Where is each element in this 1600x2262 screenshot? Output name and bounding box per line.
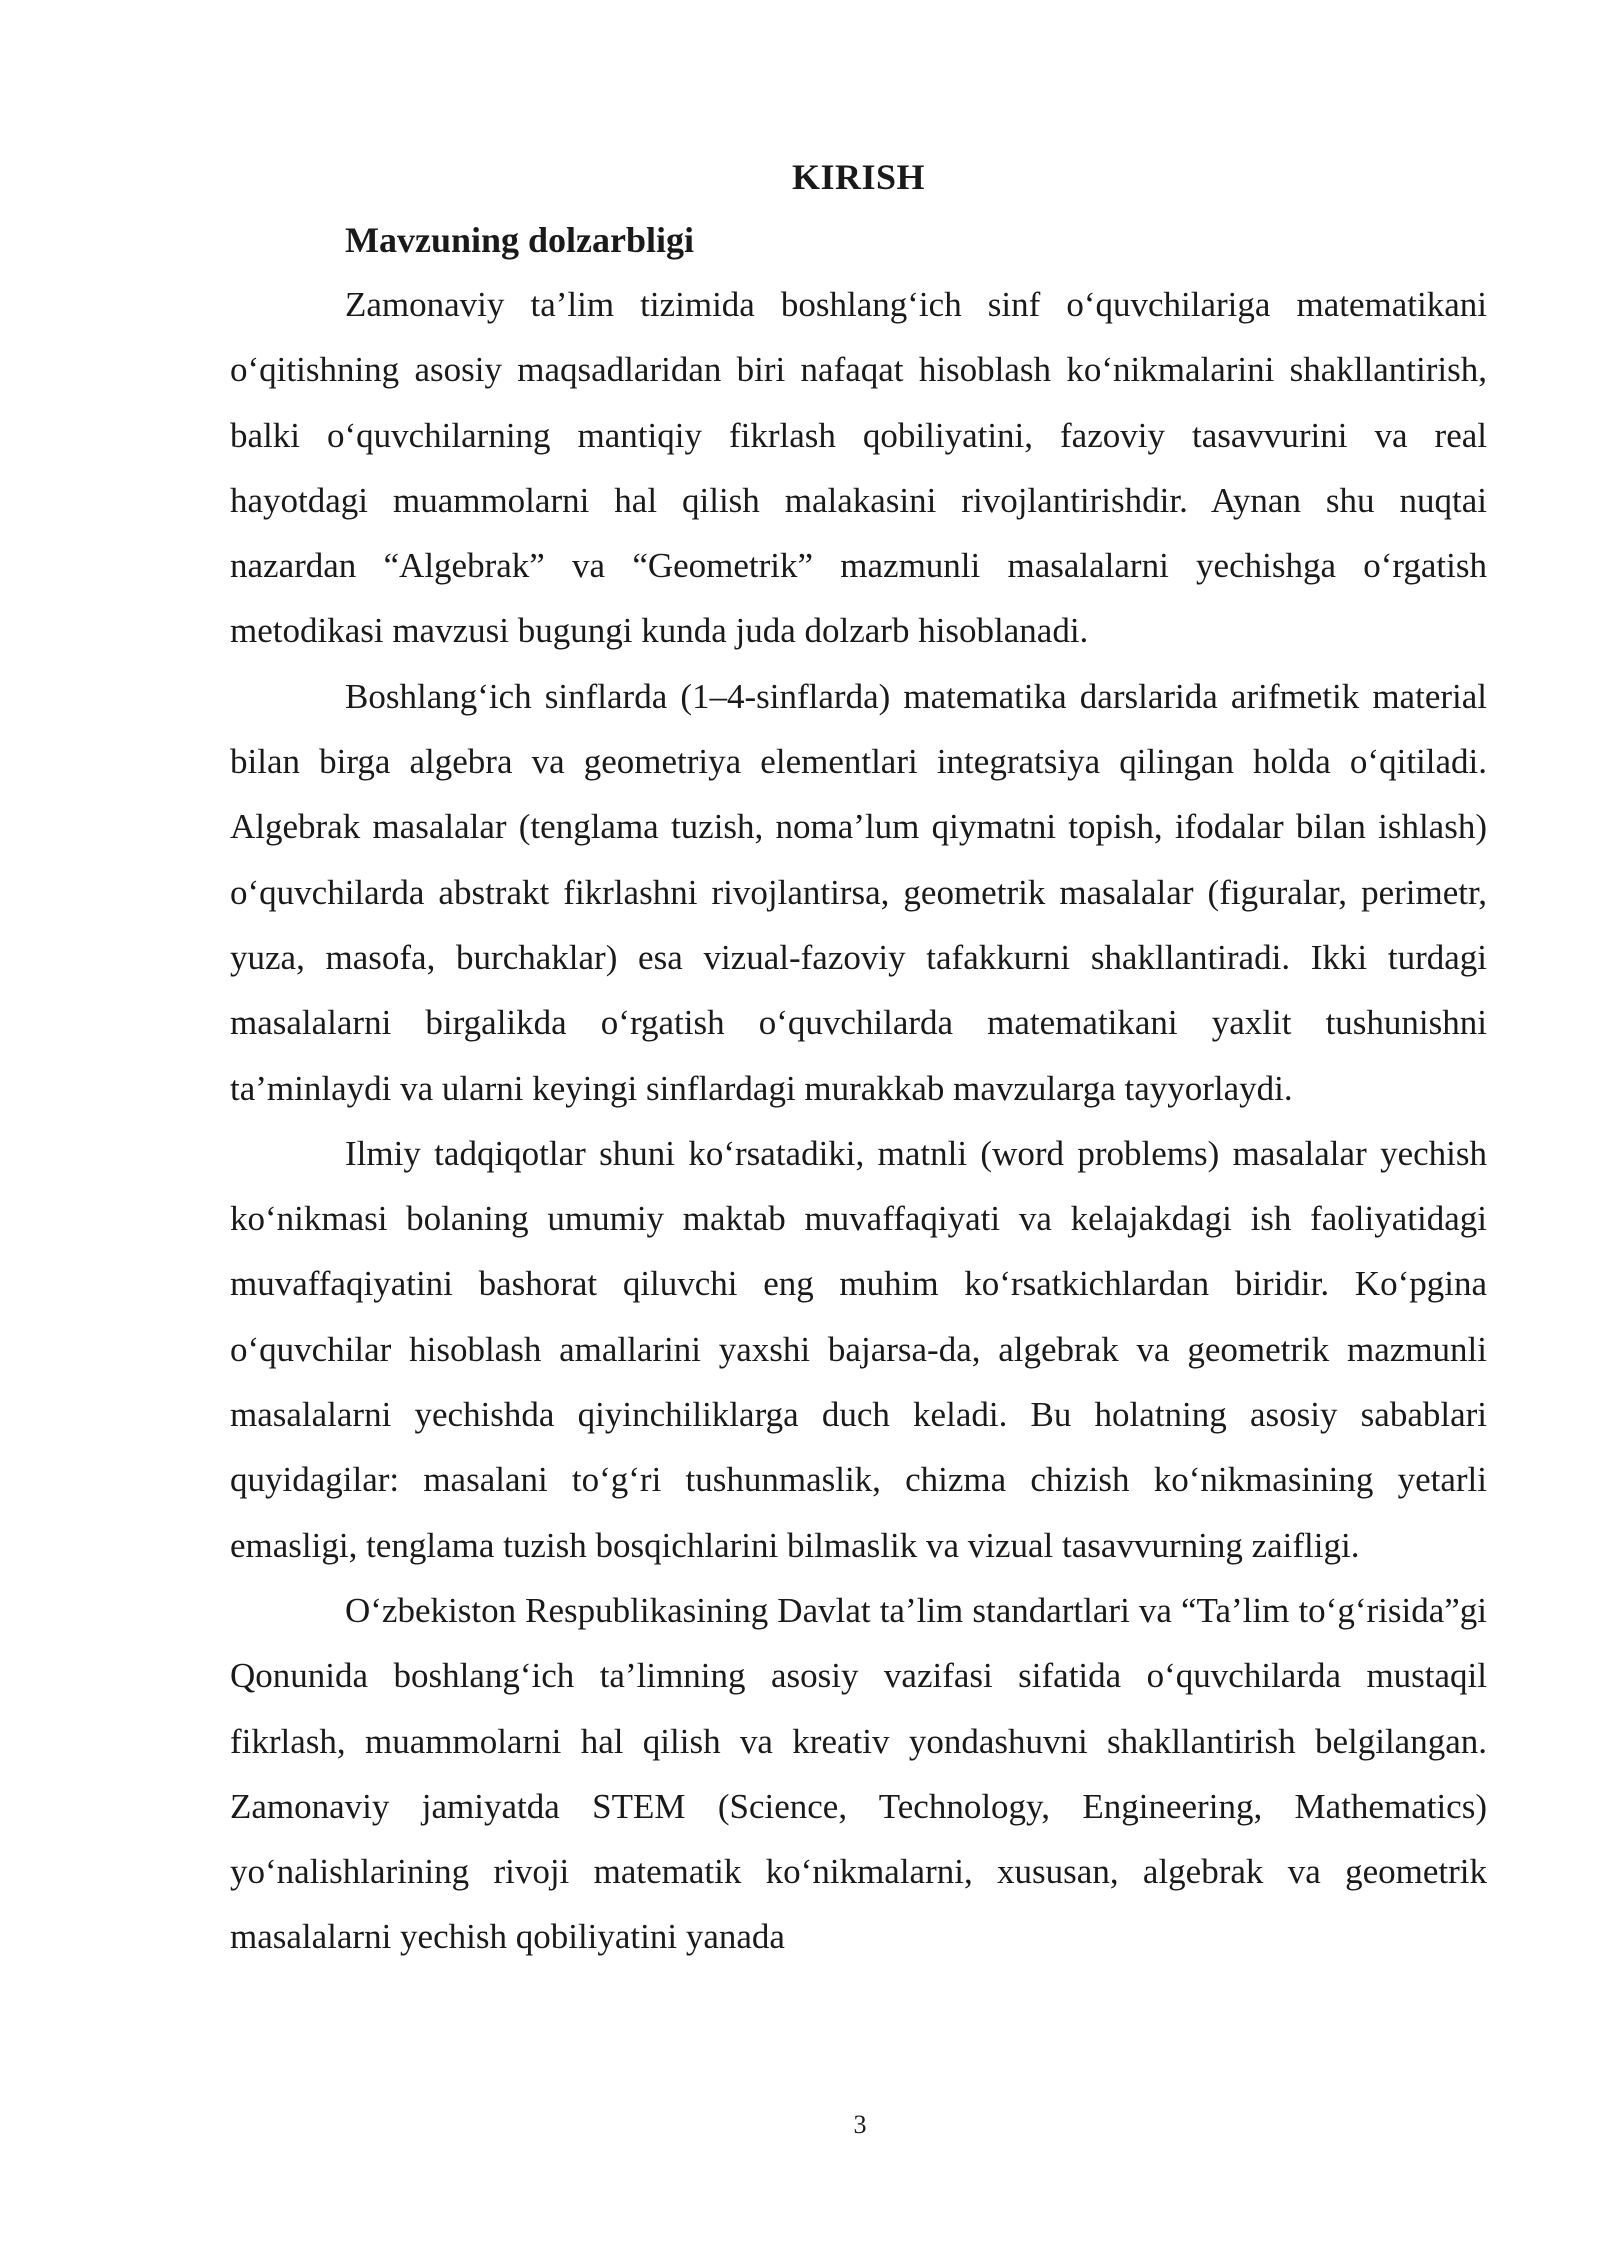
- page-number: 3: [853, 2110, 867, 2139]
- paragraph-4: O‘zbekiston Respublikasining Davlat ta’lim standartlari va “Ta’lim to‘g‘risida”gi Qonunida boshlang‘ich ta’limning asosiy vazifasi sifatida o‘quvchilarda mustaqil fikrlash, muammolarni hal qilish va kreativ yondashuvni shakllantirish belgilangan. Zamonaviy jamiyatda STEM (Science, Technology, Engineering, Mathematics) yo‘nalishlarining rivoji matematik ko‘nikmalarni, xususan, algebrak va geometrik masalalarni yechish qobiliyatini yanada: [230, 1590, 1487, 1957]
- page-title: KIRISH: [791, 157, 926, 197]
- paragraph-3: Ilmiy tadqiqotlar shuni ko‘rsatadiki, matnli (word problems) masalalar yechish ko‘nikmasi bolaning umumiy maktab muvaffaqiyati va kelajakdagi ish faoliyatidagi muvaffaqiyatini bashorat qiluvchi eng muhim ko‘rsatkichlardan biridir. Ko‘pgina o‘quvchilar hisoblash amallarini yaxshi bajarsa-da, algebrak va geometrik mazmunli masalalarni yechishda qiyinchiliklarga duch keladi. Bu holatning asosiy sabablari quyidagilar: masalani to‘g‘ri tushunmaslik, chizma chizish ko‘nikmasining yetarli emasligi, tenglama tuzish bosqichlarini bilmaslik va vizual tasavvurning zaifligi.: [230, 1133, 1487, 1565]
- paragraph-2: Boshlang‘ich sinflarda (1–4-sinflarda) matematika darslarida arifmetik material bilan birga algebra va geometriya elementlari integratsiya qilingan holda o‘qitiladi. Algebrak masalalar (tenglama tuzish, noma’lum qiymatni topish, ifodalar bilan ishlash) o‘quvchilarda abstrakt fikrlashni rivojlantirsa, geometrik masalalar (figuralar, perimetr, yuza, masofa, burchaklar) esa vizual-fazoviy tafakkurni shakllantiradi. Ikki turdagi masalalarni birgalikda o‘rgatish o‘quvchilarda matematikani yaxlit tushunishni ta’minlaydi va ularni keyingi sinflardagi murakkab mavzularga tayyorlaydi.: [230, 676, 1487, 1108]
- document-page: [230, 148, 1487, 1970]
- section-heading: Mavzuning dolzarbligi: [345, 220, 695, 260]
- paragraph-1: Zamonaviy ta’lim tizimida boshlang‘ich sinf o‘quvchilariga matematikani o‘qitishning asosiy maqsadlaridan biri nafaqat hisoblash ko‘nikmalarini shakllantirish, balki o‘quvchilarning mantiqiy fikrlash qobiliyatini, fazoviy tasavvurini va real hayotdagi muammolarni hal qilish malakasini rivojlantirishdir. Aynan shu nuqtai nazardan “Algebrak” va “Geometrik” mazmunli masalalarni yechishga o‘rgatish metodikasi mavzusi bugungi kunda juda dolzarb hisoblanadi.: [230, 285, 1487, 651]
